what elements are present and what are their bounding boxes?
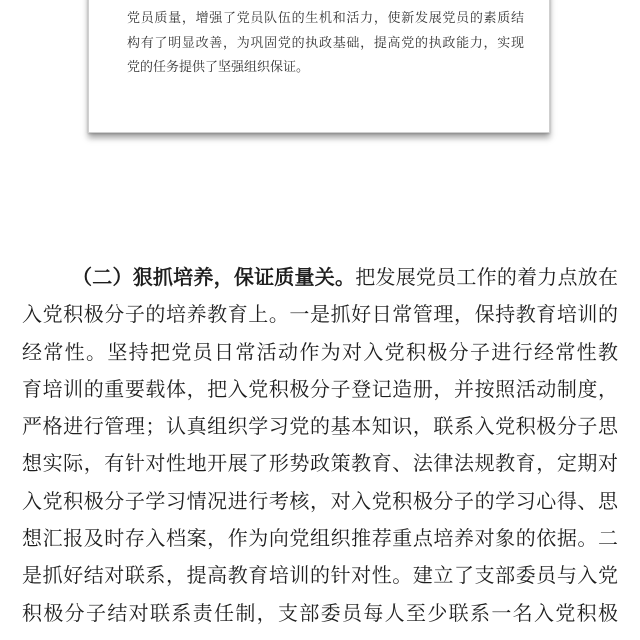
paragraph-line: 育培训的重要载体，把入党积极分子登记造册，并按照活动制度， [22, 376, 618, 401]
paragraph-line: 想实际，有针对性地开展了形势政策教育、法律法规教育，定期对 [22, 451, 618, 476]
excerpt-line: 构有了明显改善，为巩固党的执政基础，提高党的执政能力，实现 [127, 35, 524, 51]
paragraph-line: 想汇报及时存入档案，作为向党组织推荐重点培养对象的依据。二 [22, 526, 618, 551]
paragraph-line [22, 259, 618, 296]
quoted-excerpt-card [88, 0, 550, 133]
section-paragraph [22, 259, 618, 632]
paragraph-line: 入党积极分子学习情况进行考核，对入党积极分子的学习心得、思 [22, 488, 618, 513]
paragraph-line: 积极分子结对联系责任制，支部委员每人至少联系一名入党积极 [22, 600, 618, 625]
excerpt-text [127, 7, 524, 81]
section-heading: （二）狠抓培养，保证质量关。 [72, 265, 356, 289]
paragraph-line-text: 把发展党员工作的着力点放在 [355, 265, 618, 289]
paragraph-line: 严格进行管理；认真组织学习党的基本知识，联系入党积极分子思 [22, 414, 618, 439]
paragraph-line: 入党积极分子的培养教育上。一是抓好日常管理，保持教育培训的 [22, 302, 618, 327]
excerpt-line: 党员质量，增强了党员队伍的生机和活力，使新发展党员的素质结 [127, 11, 524, 26]
paragraph-line: 是抓好结对联系，提高教育培训的针对性。建立了支部委员与入党 [22, 563, 618, 588]
excerpt-line: 党的任务提供了坚强组织保证。 [127, 60, 310, 75]
paragraph-line: 经常性。坚持把党员日常活动作为对入党积极分子进行经常性教 [22, 339, 618, 364]
